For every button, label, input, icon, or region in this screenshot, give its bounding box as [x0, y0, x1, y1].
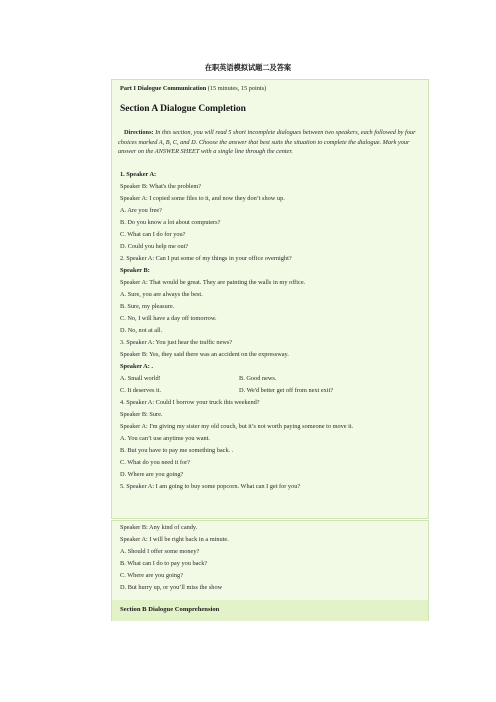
exam-panel-continued	[111, 520, 429, 621]
question-5-speaker-b: Speaker B: Any kind of candy.	[120, 524, 198, 531]
question-1-prompt: 1. Speaker A:	[120, 171, 157, 178]
question-3-option-a	[120, 375, 161, 383]
exam-panel-part-one	[111, 79, 429, 519]
question-2-option-a: A. Sure, you are always the best.	[120, 291, 203, 298]
part-heading-label: Part I Dialogue Communication	[120, 85, 207, 92]
question-4-speaker-a: Speaker A: I'm giving my sister my old couch, but it’s not worth paying someone to move it.	[120, 423, 354, 430]
question-1-speaker-a: Speaker A: I copied some files to it, and now they don’t show up.	[120, 195, 285, 202]
question-3-option-b: B. Good news.	[239, 375, 277, 382]
question-4-prompt: 4. Speaker A: Could I borrow your truck this weekend?	[120, 399, 260, 406]
question-3-prompt: 3. Speaker A: You just hear the traffic news?	[120, 339, 233, 346]
question-2-option-d: D. No, not at all.	[120, 327, 163, 334]
question-1-option-b: B. Do you know a lot about computers?	[120, 219, 221, 226]
question-1-option-a: A. Are you free?	[120, 207, 162, 214]
question-3-option-d: D. We'd better get off from next exit?	[239, 387, 334, 394]
question-5-option-c: C. Where are you going?	[120, 572, 184, 579]
question-5-option-a: A. Should I offer some money?	[120, 548, 200, 555]
directions-paragraph	[118, 128, 426, 157]
question-1-speaker-b: Speaker B: What's the problem?	[120, 183, 202, 190]
question-4-option-c: C. What do you need it for?	[120, 459, 191, 466]
document-title: 在职英语模拟试题二及答案	[204, 64, 292, 72]
directions-text: In this section, you will read 5 short incomplete dialogues between two speakers, each followed by four choices marked A, B, C, and D. Choose the answer that best suits the situation to complete the dialogue. Mark your answer on the ANSWER SHEET with a single line through the center.	[118, 129, 416, 155]
section-a-title: Section A Dialogue Completion	[120, 104, 246, 114]
question-5-option-b: B. What can I do to pay you back?	[120, 560, 208, 567]
question-4-option-d: D. Where are you going?	[120, 471, 184, 478]
question-2-option-c: C. No, I will have a day off tomorrow.	[120, 315, 217, 322]
question-4-option-b: B. But you have to pay me something back. .	[120, 447, 234, 454]
question-2-option-b: B. Sure, my pleasure.	[120, 303, 175, 310]
section-b-title: Section B Dialogue Comprehension	[120, 606, 220, 613]
question-3-option-a-text: A. Small world!	[120, 375, 161, 382]
part-heading	[120, 85, 266, 93]
question-1-option-c: C. What can I do for you?	[120, 231, 186, 238]
question-2-prompt: 2. Speaker A: Can I put some of my things in your office overnight?	[120, 255, 292, 262]
part-heading-time: (15 minutes, 15 points)	[206, 85, 267, 92]
question-4-option-a: A. You can’t use anytime you want.	[120, 435, 210, 442]
question-5-option-d: D. But hurry up, or you’ll miss the show	[120, 584, 223, 591]
directions-label: Directions:	[124, 129, 154, 136]
question-1-option-d: D. Could you help me out?	[120, 243, 189, 250]
question-3-speaker-b: Speaker B: Yes, they said there was an accident on the expressway.	[120, 351, 289, 358]
question-4-speaker-b: Speaker B: Sure.	[120, 411, 163, 418]
question-3-option-c: C. It deserves it.	[120, 387, 162, 394]
section-b-header	[112, 600, 428, 621]
question-5-prompt: 5. Speaker A: I am going to buy some popcorn. What can I get for you?	[120, 483, 301, 490]
question-2-speaker-a: Speaker A: That would be great. They are painting the walls in my office.	[120, 279, 306, 286]
question-3-speaker-a: Speaker A: .	[120, 363, 153, 370]
question-5-speaker-a: Speaker A: I will be right back in a minute.	[120, 536, 229, 543]
question-2-speaker-b: Speaker B:	[120, 267, 150, 274]
